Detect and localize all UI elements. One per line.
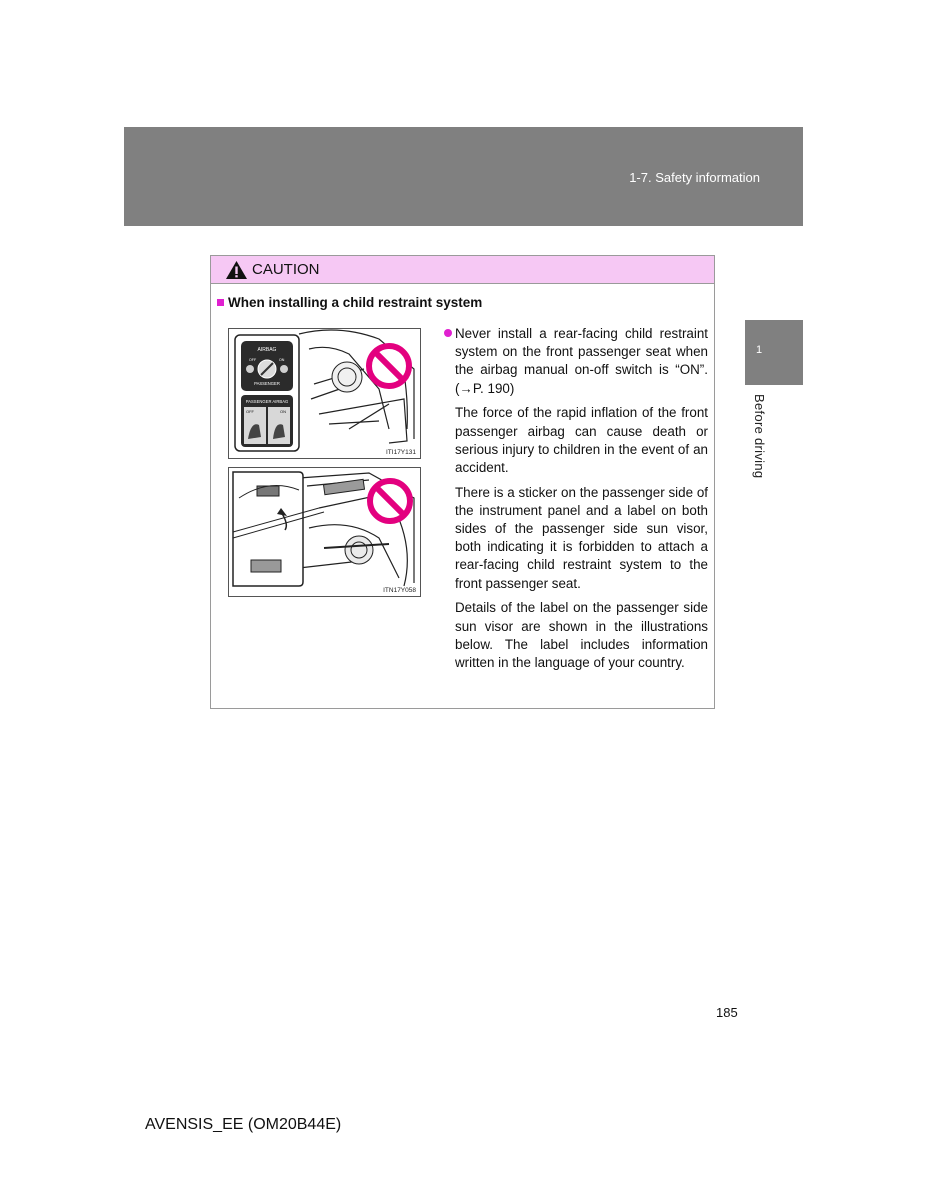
warning-triangle-icon bbox=[225, 260, 248, 280]
caution-text bbox=[455, 325, 708, 679]
airbag-label-illustration bbox=[229, 329, 420, 458]
caution-title: CAUTION bbox=[252, 261, 320, 278]
passenger-airbag-text: PASSENGER AIRBAG bbox=[245, 399, 289, 404]
panel-off-text: OFF bbox=[246, 409, 254, 414]
dot-bullet-icon bbox=[444, 329, 452, 337]
switch-on-text: ON bbox=[279, 358, 285, 362]
passenger-text: PASSENGER bbox=[254, 381, 280, 386]
paragraph-3: There is a sticker on the passenger side of the instrument panel and a label on both sides of the passenger side sun visor, both indicating it is forbidden to attach a rear-facing child restraint system to the front passenger seat. bbox=[455, 484, 708, 591]
figure-code: ITI17Y131 bbox=[386, 449, 416, 456]
chapter-label: Before driving bbox=[752, 394, 767, 479]
sun-visor-illustration bbox=[229, 468, 420, 596]
prohibited-icon bbox=[369, 346, 409, 386]
paragraph-4: Details of the label on the passenger side sun visor are shown in the illustrations below. The label includes information written in the language of your country. bbox=[455, 600, 708, 670]
paragraph-1: Never install a rear-facing child restraint system on the front passenger seat when the airbag manual on-off switch is “ON”. (→P. 190) bbox=[455, 326, 708, 396]
caution-box bbox=[210, 255, 715, 709]
square-bullet-icon bbox=[217, 299, 224, 306]
page-number: 185 bbox=[716, 1005, 738, 1020]
airbag-word: AIRBAG bbox=[257, 347, 277, 353]
figure-airbag-switch bbox=[228, 328, 421, 459]
header-band bbox=[124, 127, 803, 226]
subheading-text: When installing a child restraint system bbox=[228, 295, 483, 310]
prohibited-icon bbox=[370, 481, 410, 521]
figure-code: ITN17Y058 bbox=[383, 587, 416, 594]
footer-code: AVENSIS_EE (OM20B44E) bbox=[145, 1116, 342, 1133]
caution-header bbox=[211, 256, 714, 284]
figure-sun-visor bbox=[228, 467, 421, 597]
chapter-tab[interactable] bbox=[745, 320, 803, 385]
paragraph-2: The force of the rapid inflation of the front passenger airbag can cause death or serious injury to children in the event of an accident. bbox=[455, 405, 708, 475]
switch-off-text: OFF bbox=[249, 358, 257, 362]
section-title: 1-7. Safety information bbox=[629, 170, 760, 185]
section-subheading bbox=[217, 295, 482, 310]
panel-on-text: ON bbox=[280, 409, 286, 414]
chapter-number: 1 bbox=[756, 344, 763, 356]
